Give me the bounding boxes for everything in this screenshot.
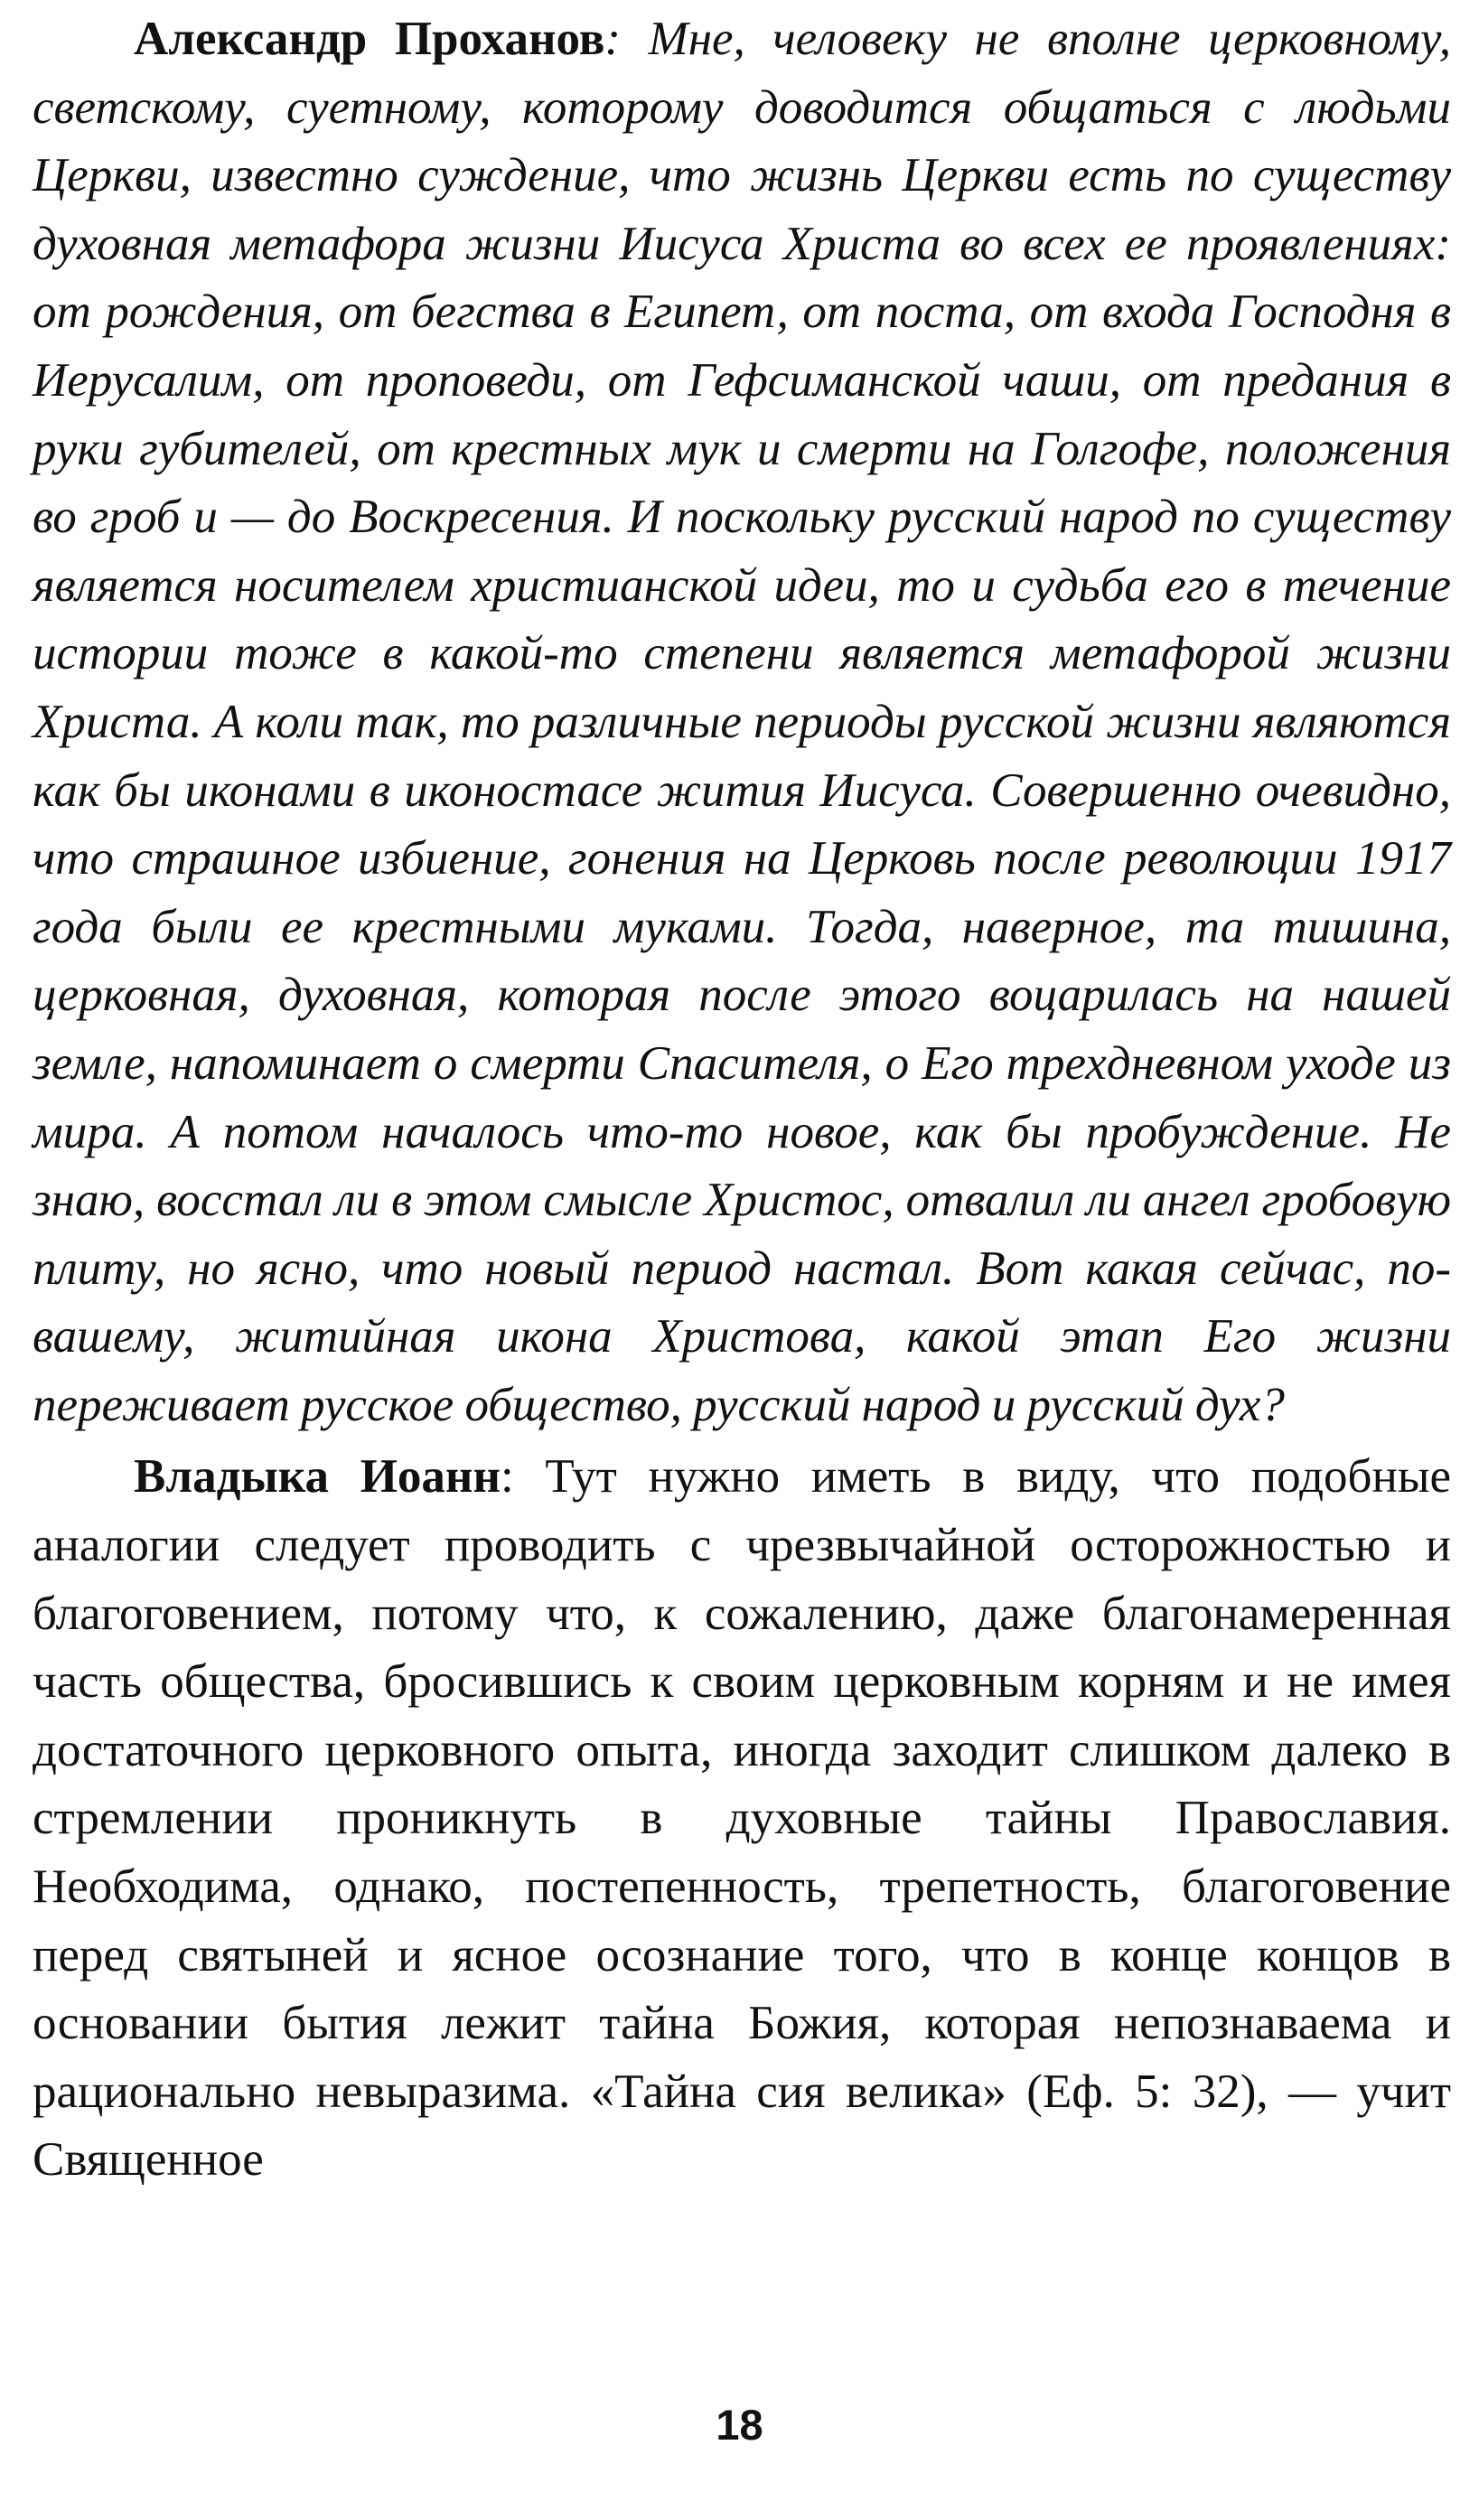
page-number: 18	[716, 2401, 763, 2449]
speaker-separator: :	[501, 1450, 546, 1504]
paragraph-ioann-answer	[33, 1443, 1451, 2195]
speaker-separator: :	[604, 13, 649, 65]
book-page	[33, 5, 1451, 2195]
paragraph-prokhanov-question	[33, 5, 1451, 1439]
question-text: Мне, человеку не вполне церковному, светскому, суетному, которому доводится общаться с людьми Церкви, известно суждение, что жизнь Церкви есть по существу духовная метафора жизни Иисуса Христа во всех ее проявлениях: от рождения, от бегства в Египет, от поста, от входа Господня в Иерусалим, от проповеди, от Гефсиманской чаши, от предания в руки губителей, от крестных мук и смерти на Голгофе, положения во гроб и — до Воскресения. И поскольку русский народ по существу является носителем христианской идеи, то и судьба его в течение истории тоже в какой-то степени является метафорой жизни Христа. А коли так, то различные периоды русской жизни являются как бы иконами в иконостасе жития Иисуса. Совершенно очевидно, что страшное избиение, гонения на Церковь после революции 1917 года были ее крестными муками. Тогда, наверное, та тишина, церковная, духовная, которая после этого воцарилась на нашей земле, напоминает о смерти Спасителя, о Его трехдневном уходе из мира. А потом началось что-то новое, как бы пробуждение. Не знаю, восстал ли в этом смысле Христос, отвалил ли ангел гробовую плиту, но ясно, что новый период настал. Вот какая сейчас, по-вашему, житийная икона Христова, какой этап Его жизни переживает русское общество, русский народ и русский дух?	[33, 13, 1451, 1431]
speaker-name: Владыка Иоанн	[134, 1450, 501, 1504]
answer-text: Тут нужно иметь в виду, что подобные аналогии следует проводить с чрезвычайной осторожностью и благоговением, потому что, к сожалению, даже благонамеренная часть общества, бросившись к своим церковным корням и не имея достаточного церковного опыта, иногда заходит слишком далеко в стремлении проникнуть в духовные тайны Православия. Необходима, однако, постепенность, трепетность, благоговение перед святыней и ясное осознание того, что в конце концов в основании бытия лежит тайна Божия, которая непознаваема и рационально невыразима. «Тайна сия велика» (Еф. 5: 32), — учит Священное	[33, 1450, 1451, 2187]
speaker-name: Александр Проханов	[134, 13, 605, 65]
